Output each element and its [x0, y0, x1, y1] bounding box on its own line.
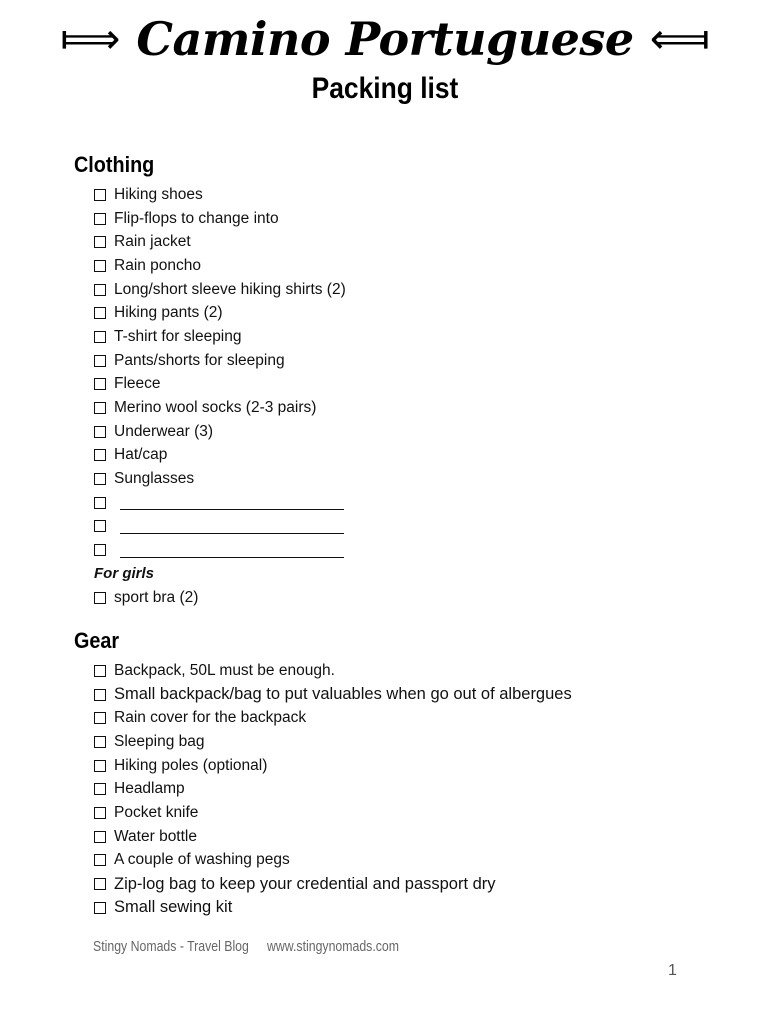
blank-write-in-line[interactable]	[120, 543, 344, 558]
checklist-item	[94, 754, 572, 778]
checkbox[interactable]	[94, 544, 106, 556]
checkbox[interactable]	[94, 355, 106, 367]
title-row	[0, 4, 770, 74]
checkbox[interactable]	[94, 760, 106, 772]
checkbox[interactable]	[94, 592, 106, 604]
checklist-item	[94, 301, 346, 325]
checkbox[interactable]	[94, 260, 106, 272]
checkbox[interactable]	[94, 807, 106, 819]
document-subtitle: Packing list	[311, 72, 459, 105]
item-label: Rain cover for the backpack	[114, 709, 307, 727]
item-label: Merino wool socks (2-3 pairs)	[114, 399, 317, 417]
checklist-item	[94, 801, 572, 825]
checklist-item	[94, 230, 346, 254]
document-title: Camino Portuguese	[136, 12, 634, 66]
checkbox[interactable]	[94, 426, 106, 438]
section-heading-gear: Gear	[74, 628, 120, 653]
checklist-item	[94, 730, 572, 754]
item-label: Pants/shorts for sleeping	[114, 351, 285, 369]
item-label: A couple of washing pegs	[114, 851, 290, 869]
checklist-item	[94, 183, 346, 207]
checkbox[interactable]	[94, 284, 106, 296]
item-label: Water bottle	[114, 827, 197, 845]
checklist-item	[94, 659, 572, 683]
checkbox[interactable]	[94, 449, 106, 461]
checkbox[interactable]	[94, 497, 106, 509]
checkbox[interactable]	[94, 520, 106, 532]
right-arrow-icon: ⟾	[60, 14, 121, 63]
checkbox[interactable]	[94, 378, 106, 390]
item-label: Hiking shoes	[114, 185, 203, 203]
item-label: Pocket knife	[114, 803, 199, 821]
blank-write-in-line[interactable]	[120, 495, 344, 510]
footer-blog-name: Stingy Nomads - Travel Blog	[93, 938, 249, 955]
checkbox[interactable]	[94, 402, 106, 414]
gear-list	[94, 659, 572, 920]
checkbox[interactable]	[94, 902, 106, 914]
checklist-item	[94, 349, 346, 373]
item-label: Sunglasses	[114, 470, 195, 488]
checklist-item	[94, 825, 572, 849]
subheading-for-girls: For girls	[94, 565, 155, 583]
checkbox[interactable]	[94, 878, 106, 890]
checklist-item	[94, 872, 572, 896]
checkbox[interactable]	[94, 689, 106, 701]
item-label: Fleece	[114, 375, 161, 393]
item-label: Hiking poles (optional)	[114, 756, 268, 774]
item-label: Rain jacket	[114, 233, 191, 251]
checklist-item	[94, 254, 346, 278]
checkbox[interactable]	[94, 236, 106, 248]
footer	[93, 938, 414, 955]
checkbox[interactable]	[94, 831, 106, 843]
checkbox[interactable]	[94, 712, 106, 724]
item-label: Hat/cap	[114, 446, 168, 464]
item-label: T-shirt for sleeping	[114, 327, 242, 345]
item-label: Zip-log bag to keep your credential and passport dry	[114, 874, 496, 893]
item-label: Small backpack/bag to put valuables when go out of albergues	[114, 685, 572, 704]
checkbox[interactable]	[94, 213, 106, 225]
checkbox[interactable]	[94, 473, 106, 485]
checkbox[interactable]	[94, 736, 106, 748]
item-label: Rain poncho	[114, 256, 202, 274]
checklist-item	[94, 586, 346, 610]
section-heading-clothing: Clothing	[74, 152, 155, 177]
checklist-item-blank	[94, 538, 346, 562]
blank-write-in-line[interactable]	[120, 519, 344, 534]
checklist-item	[94, 706, 572, 730]
checkbox[interactable]	[94, 783, 106, 795]
checklist-item	[94, 896, 572, 920]
clothing-list	[94, 183, 346, 609]
item-label: sport bra (2)	[114, 588, 199, 606]
checkbox[interactable]	[94, 307, 106, 319]
checklist-item	[94, 849, 572, 873]
item-label: Sleeping bag	[114, 732, 205, 750]
item-label: Headlamp	[114, 780, 185, 798]
checkbox[interactable]	[94, 331, 106, 343]
footer-url[interactable]: www.stingynomads.com	[267, 938, 399, 955]
item-label: Long/short sleeve hiking shirts (2)	[114, 280, 346, 298]
left-arrow-icon: ⟽	[649, 14, 710, 63]
checklist-item	[94, 467, 346, 491]
checkbox[interactable]	[94, 665, 106, 677]
page-number: 1	[668, 962, 677, 979]
item-label: Small sewing kit	[114, 898, 233, 917]
checklist-item	[94, 325, 346, 349]
checklist-item	[94, 396, 346, 420]
checklist-item	[94, 278, 346, 302]
checklist-item-blank	[94, 515, 346, 539]
checklist-item	[94, 207, 346, 231]
checklist-item	[94, 444, 346, 468]
item-label: Hiking pants (2)	[114, 304, 223, 322]
checklist-item	[94, 420, 346, 444]
checklist-item	[94, 373, 346, 397]
checkbox[interactable]	[94, 854, 106, 866]
checkbox[interactable]	[94, 189, 106, 201]
item-label: Underwear (3)	[114, 422, 214, 440]
checklist-item	[94, 683, 572, 707]
item-label: Flip-flops to change into	[114, 209, 279, 227]
item-label: Backpack, 50L must be enough.	[114, 661, 335, 679]
checklist-item	[94, 777, 572, 801]
checklist-item-blank	[94, 491, 346, 515]
